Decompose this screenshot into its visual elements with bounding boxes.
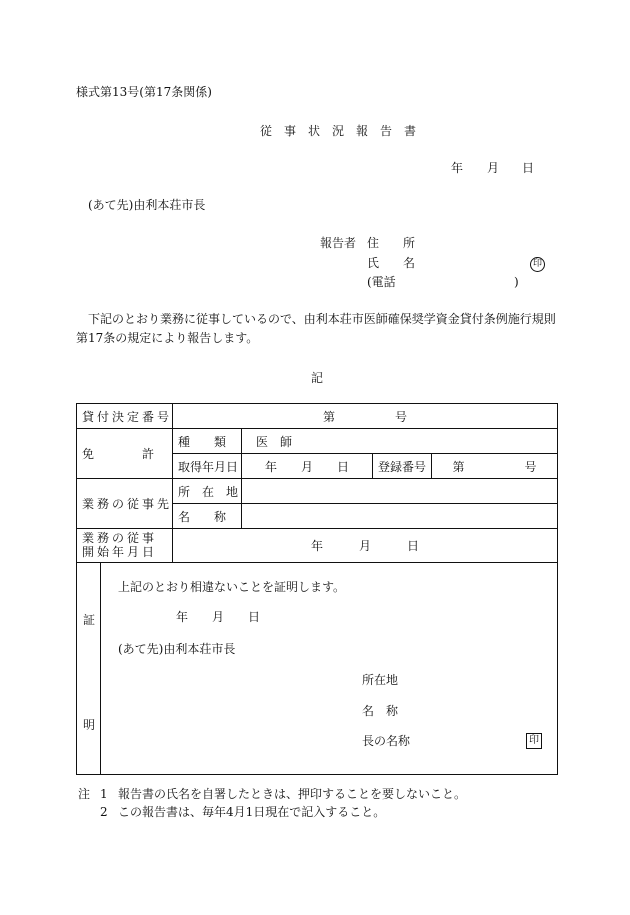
note-2-number: 2 xyxy=(100,805,108,819)
certifier-seal-mark xyxy=(526,733,542,749)
loan-number-value: 第 号 xyxy=(173,404,558,429)
certification-text: 上記のとおり相違ないことを証明します。 xyxy=(118,580,346,594)
reporter-phone-close: ) xyxy=(514,275,519,289)
certification-date: 年 月 日 xyxy=(176,610,261,624)
certification-label-top: 証 xyxy=(83,613,96,627)
ki-heading: 記 xyxy=(311,371,324,385)
form-number-label: 様式第13号(第17条関係) xyxy=(76,85,212,99)
certifier-location-label: 所在地 xyxy=(362,673,399,687)
certification-label-bottom: 明 xyxy=(83,718,96,732)
start-date-value: 年 月 日 xyxy=(173,529,558,563)
acquired-date-label: 取得年月日 xyxy=(173,454,242,479)
acquired-date-value: 年 月 日 xyxy=(242,454,373,479)
reporter-name-label: 氏 名 xyxy=(367,256,416,270)
registration-number-value: 第 号 xyxy=(432,454,558,479)
seal-icon: 印 xyxy=(530,257,545,272)
notes-label: 注 xyxy=(78,787,91,801)
start-date-label-line-2: 開始年月日 xyxy=(82,544,158,559)
loan-number-label: 貸付決定番号 xyxy=(77,404,173,429)
table-row-license-type xyxy=(77,429,558,454)
report-table xyxy=(76,403,558,775)
certifier-name-label: 名 称 xyxy=(362,704,399,718)
certifier-head-label: 長の名称 xyxy=(362,734,411,748)
certification-body xyxy=(101,563,558,775)
certification-label-cell xyxy=(77,563,101,775)
license-type-label: 種 類 xyxy=(173,429,242,454)
date-day: 日 xyxy=(522,161,535,175)
employer-name-label: 名 称 xyxy=(173,504,242,529)
document-title: 従事状況報告書 xyxy=(260,124,429,138)
body-text-line-2: 第17条の規定により報告します。 xyxy=(76,331,259,345)
reporter-address-label: 住 所 xyxy=(367,236,416,250)
certification-addressee: (あて先)由利本荘市長 xyxy=(118,642,236,656)
employer-location-value xyxy=(242,479,558,504)
note-2-text: この報告書は、毎年4月1日現在で記入すること。 xyxy=(118,805,386,819)
date-month: 月 xyxy=(487,161,500,175)
license-type-value: 医 師 xyxy=(242,429,558,454)
employer-name-value xyxy=(242,504,558,529)
table-row-certification xyxy=(77,563,558,775)
square-seal-icon: 印 xyxy=(526,733,542,749)
table-row-loan-number xyxy=(77,404,558,429)
registration-number-label: 登録番号 xyxy=(373,454,432,479)
table-row-start-date xyxy=(77,529,558,563)
license-label: 免 許 xyxy=(77,429,173,479)
note-1-text: 報告書の氏名を自署したときは、押印することを要しないこと。 xyxy=(118,787,467,801)
reporter-label: 報告者 xyxy=(320,236,357,250)
date-year: 年 xyxy=(451,161,464,175)
start-date-label-line-1: 業務の従事 xyxy=(82,530,158,545)
reporter-phone-open: (電話 xyxy=(367,275,396,289)
employer-location-label: 所 在 地 xyxy=(173,479,242,504)
note-1-number: 1 xyxy=(100,787,108,801)
body-text-line-1: 下記のとおり業務に従事しているので、由利本荘市医師確保奨学資金貸付条例施行規則 xyxy=(88,312,556,326)
start-date-label xyxy=(77,529,173,563)
addressee: (あて先)由利本荘市長 xyxy=(88,198,206,212)
employer-label: 業務の従事先 xyxy=(77,479,173,529)
table-row-employer-location xyxy=(77,479,558,504)
reporter-seal-mark xyxy=(530,256,545,272)
